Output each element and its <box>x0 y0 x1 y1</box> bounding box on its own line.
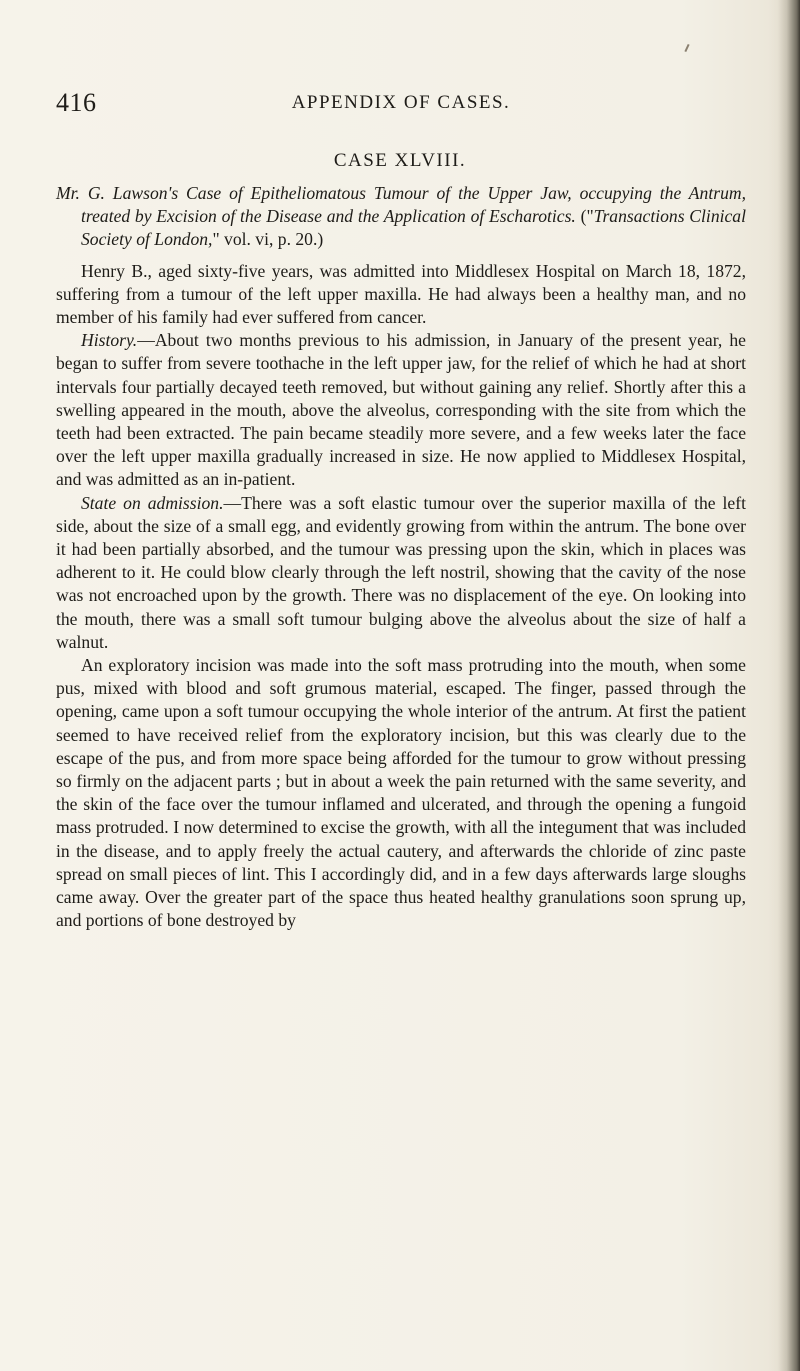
paragraph-treatment: An exploratory incision was made into the soft mass protruding into the mouth, when some pus, mixed with blood and soft grumous material, escaped. The finger, passed through the opening, came upon a soft tumour occupying the whole interior of the antrum. At first the patient seemed to have received relief from the exploratory incision, but this was clearly due to the escape of the pus, and from more space being afforded for the tumour to grow without pressing so firmly on the adjacent parts ; but in about a week the pain returned with the same severity, and the skin of the face over the tumour inflamed and ulcerated, and through the opening a fungoid mass protruded. I now determined to excise the growth, with all the integument that was included in the disease, and to apply freely the actual cautery, and afterwards the chloride of zinc paste spread on small pieces of lint. This I accordingly did, and in a few days afterwards large sloughs came away. Over the greater part of the space thus heated healthy granulations soon sprung up, and portions of bone destroyed by <box>56 655 746 931</box>
citation-source-close: " vol. vi, p. 20.) <box>212 229 324 250</box>
history-lead: History. <box>81 330 138 351</box>
paragraph-history <box>56 329 746 491</box>
paragraph-admission <box>56 492 746 654</box>
running-header <box>56 88 746 118</box>
admission-lead: State on admission. <box>81 492 224 513</box>
spine-shadow <box>778 0 800 1371</box>
case-heading: CASE XLVIII. <box>333 150 467 171</box>
citation-source: Transactions Clinical Society of London, <box>81 206 746 250</box>
page-number: 416 <box>56 88 97 117</box>
admission-body: —There was a soft elastic tumour over the superior maxilla of the left side, about the size of a small egg, and evidently growing from within the antrum. The bone over it had been partially absorbed, and the tumour was pressing upon the skin, which in places was adherent to it. He could blow clearly through the left nostril, showing that the cavity of the nose was not encroached upon by the growth. There was no displacement of the eye. On looking into the mouth, there was a small soft tumour bulging above the alveolus about the size of half a walnut. <box>56 492 746 652</box>
citation-source-open: (" <box>575 206 594 227</box>
print-mark <box>684 44 689 52</box>
paragraph-patient: Henry B., aged sixty-five years, was admitted into Middlesex Hospital on March 18, 1872, suffering from a tumour of the left upper maxilla. He had always been a healthy man, and no member of his family had ever suffered from cancer. <box>56 260 746 328</box>
case-citation <box>56 182 746 252</box>
body-text <box>56 182 746 933</box>
running-title: APPENDIX OF CASES. <box>291 92 511 113</box>
citation-title: Mr. G. Lawson's Case of Epitheliomatous Tumour of the Upper Jaw, occupying the Antrum, treated by Excision of the Disease and the Application of Escharotics. <box>56 183 746 227</box>
history-body: —About two months previous to his admission, in January of the present year, he began to suffer from severe toothache in the left upper jaw, for the relief of which he had at short intervals four partially decayed teeth removed, but without gaining any relief. Shortly after this a swelling appeared in the mouth, above the alveolus, corresponding with the site from which the teeth had been extracted. The pain became steadily more severe, and a few weeks later the face over the left upper maxilla gradually increased in size. He now applied to Middlesex Hospital, and was admitted as an in-patient. <box>56 330 746 490</box>
